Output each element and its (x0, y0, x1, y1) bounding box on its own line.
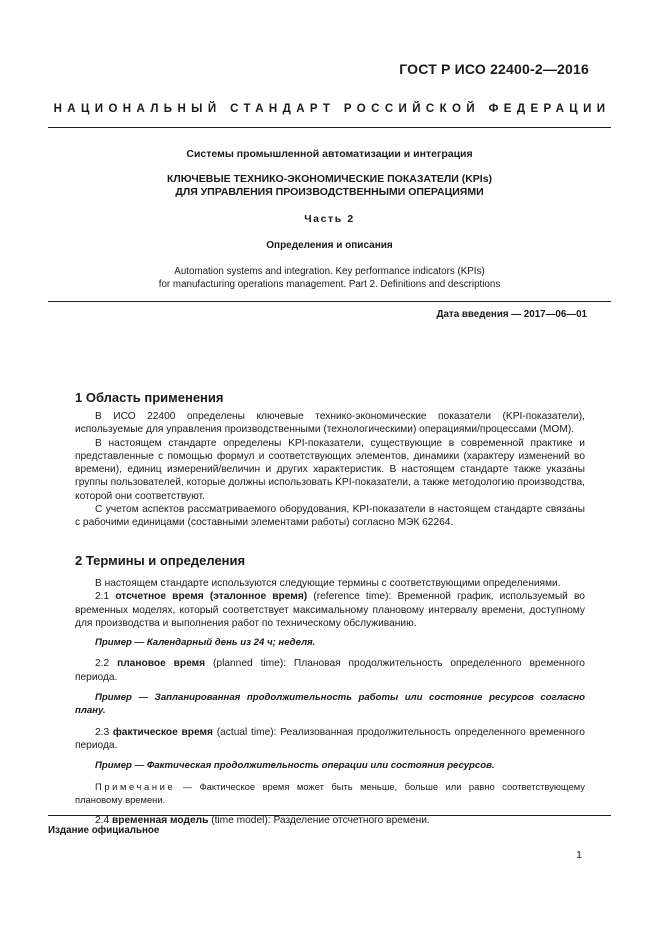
top-divider (48, 127, 611, 128)
document-code: ГОСТ Р ИСО 22400-2—2016 (399, 61, 589, 77)
term-2-1 (75, 590, 585, 630)
standard-subtitle: Определения и описания (266, 240, 393, 251)
term-2-2-term: плановое время (117, 658, 206, 670)
term-2-2-example: Пример — Запланированная продолжительность работы или состояние ресурсов согласно плану. (75, 692, 585, 717)
term-2-3-definition: (actual time): Реализованная продолжительность определенного временного периода. (75, 726, 585, 751)
standard-title (48, 173, 611, 199)
section-2-body (75, 577, 585, 827)
term-2-1-term: отсчетное время (эталонное время) (115, 591, 308, 603)
english-title (48, 265, 611, 291)
national-standard-banner: НАЦИОНАЛЬНЫЙ СТАНДАРТ РОССИЙСКОЙ ФЕДЕРАЦИИ (53, 103, 611, 115)
term-2-2 (75, 657, 585, 684)
term-2-1-number: 2.1 (95, 591, 110, 603)
term-2-2-definition: (planned time): Плановая продолжительность определенного временного периода. (75, 658, 585, 683)
term-2-3-note (75, 780, 585, 807)
page-number: 1 (576, 849, 582, 861)
title-divider (48, 301, 611, 302)
english-title-line-2: for manufacturing operations management. Part 2. Definitions and descriptions (158, 279, 501, 290)
section-1-paragraph-1: В ИСО 22400 определены ключевые технико-экономические показатели (KPI-показатели), используемые для управления производственными (технологическими) операциями/процессами (МОМ). (75, 411, 585, 436)
official-edition-label: Издание официальное (48, 825, 160, 836)
footer-divider (48, 815, 611, 816)
standard-part: Часть 2 (304, 213, 355, 225)
note-label: Примечание (95, 780, 176, 792)
section-1-body (75, 410, 585, 530)
section-1-paragraph-2: В настоящем стандарте определены KPI-показатели, существующие в современной практике и представленные с помощью формул и соответствующих элементов, динамики (характеру изменений во времени), единиц измерений/величин и других характеристик. В настоящем стандарте также указаны группы пользователей, которые должны использовать KPI-показатели, а также методологию производства, которой они соответствуют. (75, 437, 585, 502)
term-2-4-term: временная модель (112, 815, 209, 827)
english-title-line-1: Automation systems and integration. Key performance indicators (KPIs) (174, 266, 485, 277)
section-1-paragraph-3: С учетом аспектов рассматриваемого оборудования, KPI-показатели в настоящем стандарте связаны с рабочими единицами (составными элементами работы) согласно МЭК 62264. (75, 504, 585, 529)
standard-title-line-2: ДЛЯ УПРАВЛЕНИЯ ПРОИЗВОДСТВЕННЫМИ ОПЕРАЦИЯМИ (175, 186, 484, 198)
effective-date: Дата введения — 2017—06—01 (436, 309, 587, 320)
term-2-4-number: 2.4 (95, 815, 110, 827)
standard-title-line-1: КЛЮЧЕВЫЕ ТЕХНИКО-ЭКОНОМИЧЕСКИЕ ПОКАЗАТЕЛИ (KPIs) (166, 173, 493, 185)
term-2-1-example: Пример — Календарный день из 24 ч; неделя. (95, 637, 316, 649)
term-2-3 (75, 726, 585, 753)
section-1-heading: 1 Область применения (75, 390, 224, 405)
standard-series: Системы промышленной автоматизации и интеграция (186, 148, 473, 160)
section-2-intro: В настоящем стандарте используются следующие термины с соответствующими определениями. (95, 578, 561, 589)
term-2-3-example: Пример — Фактическая продолжительность операции или состояния ресурсов. (95, 760, 495, 772)
term-2-4-definition: (time model): Разделение отсчетного времени. (211, 815, 430, 827)
section-2-heading: 2 Термины и определения (75, 553, 246, 568)
term-2-1-definition: (reference time): Временной график, используемый во временных моделях, который соответствует максимальному плановому интервалу времени, доступному для производства и выполнения работ по техническому обслуживанию. (75, 591, 585, 629)
term-2-2-number: 2.2 (95, 658, 110, 670)
term-2-3-term: фактическое время (112, 726, 213, 738)
note-text: — Фактическое время может быть меньше, больше или равно соответствующему плановому времени. (75, 780, 585, 805)
term-2-3-number: 2.3 (95, 726, 110, 738)
